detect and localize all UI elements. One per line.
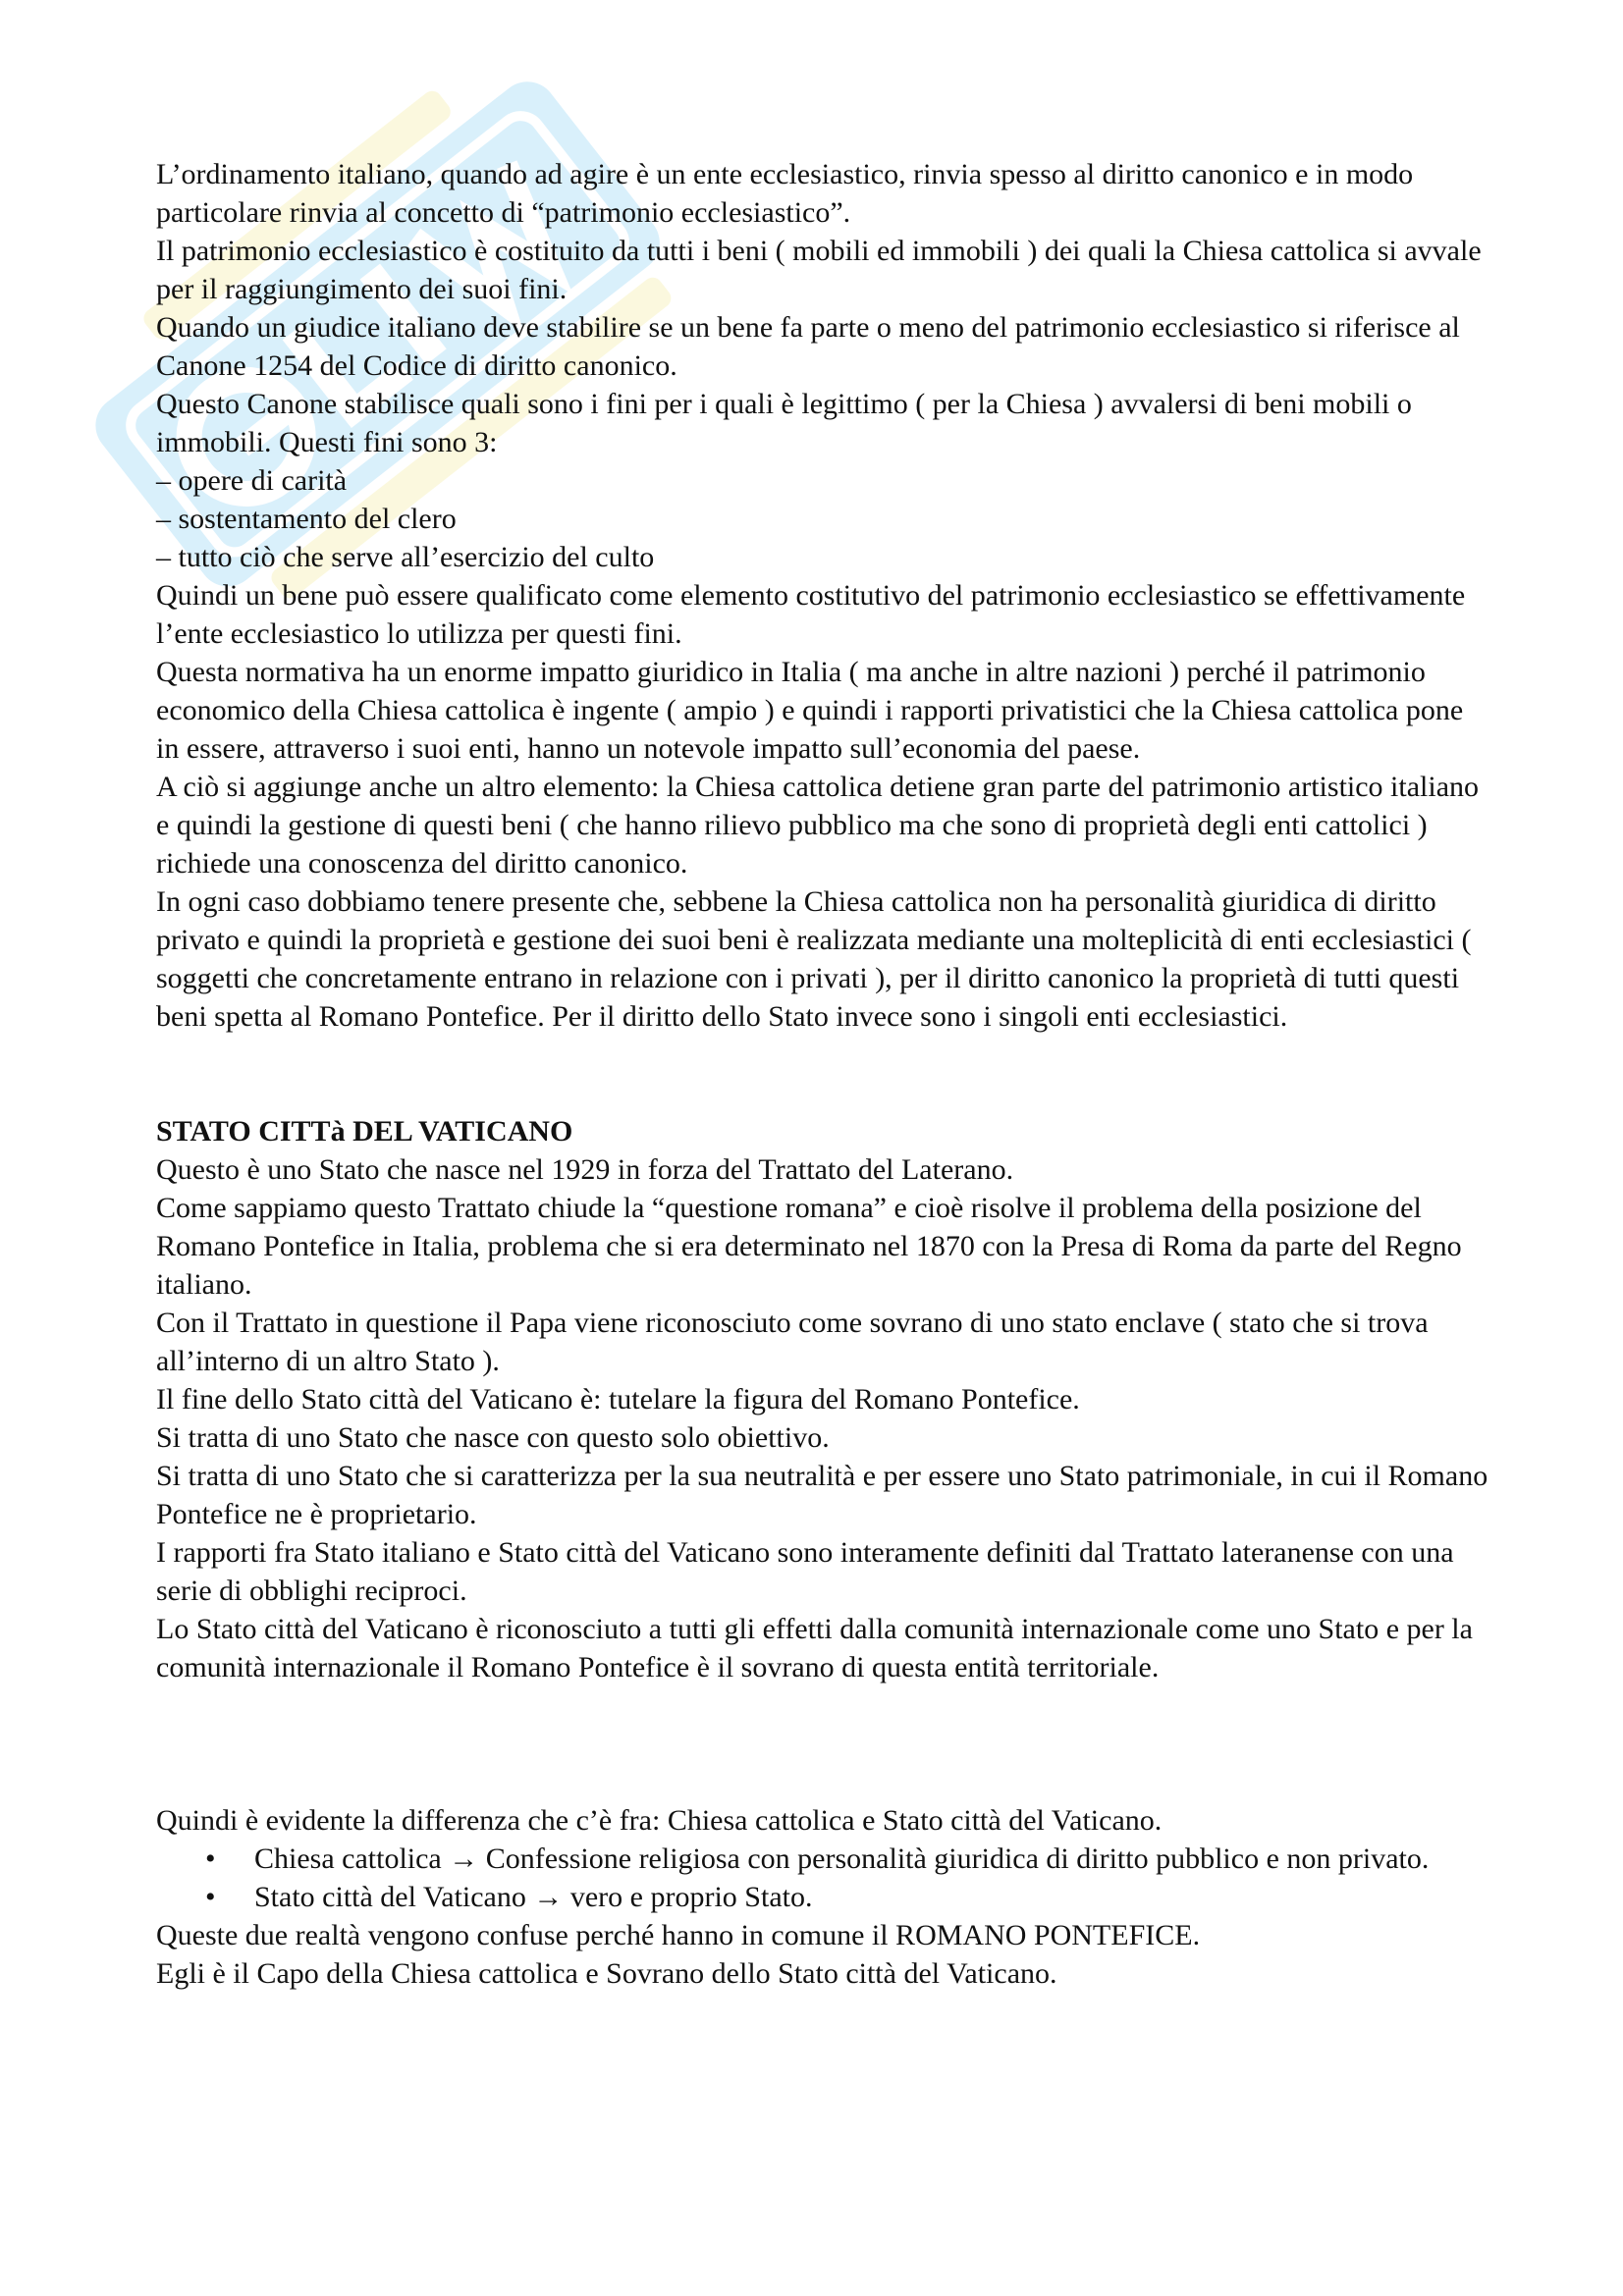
section-heading: STATO CITTà DEL VATICANO (156, 1115, 573, 1148)
paragraph: I rapporti fra Stato italiano e Stato città del Vaticano sono interamente definiti dal Trattato lateranense con una serie di obblighi reciproci. (156, 1536, 1454, 1607)
paragraph: Questa normativa ha un enorme impatto giuridico in Italia ( ma anche in altre nazioni ) perché il patrimonio economico della Chiesa cattolica è ingente ( ampio ) e quindi i rapporti privatistici che la Chiesa cattolica pone in essere, attraverso i suoi enti, hanno un notevole impatto sull’economia del paese. (156, 656, 1464, 765)
paragraph: Il patrimonio ecclesiastico è costituito da tutti i beni ( mobili ed immobili ) dei quali la Chiesa cattolica si avvale per il raggiungimento dei suoi fini. (156, 235, 1482, 305)
paragraph: Come sappiamo questo Trattato chiude la “questione romana” e cioè risolve il problema della posizione del Romano Pontefice in Italia, problema che si era determinato nel 1870 con la Presa di Roma da parte del Regno italiano. (156, 1192, 1462, 1301)
paragraph: Egli è il Capo della Chiesa cattolica e Sovrano dello Stato città del Vaticano. (156, 1957, 1057, 1990)
section-stato-vaticano (156, 1112, 1491, 1686)
paragraph: Il fine dello Stato città del Vaticano è: tutelare la figura del Romano Pontefice. (156, 1383, 1080, 1415)
bullet-text: Stato città del Vaticano → vero e proprio Stato. (254, 1881, 813, 1913)
paragraph: Si tratta di uno Stato che si caratterizza per la sua neutralità e per essere uno Stato patrimoniale, in cui il Romano Pontefice ne è proprietario. (156, 1460, 1488, 1530)
list-item: – tutto ciò che serve all’esercizio del culto (156, 541, 655, 573)
document-page (156, 155, 1491, 1993)
list-item: – opere di carità (156, 464, 348, 497)
paragraph: Con il Trattato in questione il Papa viene riconosciuto come sovrano di uno stato enclave ( stato che si trova all’interno di un altro Stato ). (156, 1307, 1429, 1377)
bullet-item (156, 1840, 1491, 1878)
paragraph: Lo Stato città del Vaticano è riconosciuto a tutti gli effetti dalla comunità internazionale come uno Stato e per la comunità internazionale il Romano Pontefice è il sovrano di questa entità territoriale. (156, 1613, 1473, 1683)
spacer (156, 1036, 1491, 1112)
paragraph: Si tratta di uno Stato che nasce con questo solo obiettivo. (156, 1421, 830, 1454)
section-patrimonio (156, 155, 1491, 1036)
list-item: – sostentamento del clero (156, 503, 457, 535)
bullet-icon: • (205, 1842, 216, 1875)
paragraph: Questo Canone stabilisce quali sono i fini per i quali è legittimo ( per la Chiesa ) avvalersi di beni mobili o immobili. Questi fini sono 3: (156, 388, 1412, 458)
bullet-list (156, 1840, 1491, 1916)
spacer (156, 1686, 1491, 1801)
bullet-text: Chiesa cattolica → Confessione religiosa con personalità giuridica di diritto pubblico e non privato. (254, 1842, 1430, 1875)
paragraph: A ciò si aggiunge anche un altro elemento: la Chiesa cattolica detiene gran parte del patrimonio artistico italiano e quindi la gestione di questi beni ( che hanno rilievo pubblico ma che sono di proprietà degli enti cattolici ) richiede una conoscenza del diritto canonico. (156, 771, 1480, 880)
section-differenza (156, 1801, 1491, 1993)
paragraph: Questo è uno Stato che nasce nel 1929 in forza del Trattato del Laterano. (156, 1153, 1014, 1186)
bullet-item (156, 1878, 1491, 1916)
bullet-icon: • (205, 1881, 216, 1913)
paragraph: Quindi un bene può essere qualificato come elemento costitutivo del patrimonio ecclesiastico se effettivamente l’ente ecclesiastico lo utilizza per questi fini. (156, 579, 1466, 650)
paragraph: Queste due realtà vengono confuse perché hanno in comune il ROMANO PONTEFICE. (156, 1919, 1201, 1951)
paragraph: L’ordinamento italiano, quando ad agire è un ente ecclesiastico, rinvia spesso al diritto canonico e in modo particolare rinvia al concetto di “patrimonio ecclesiastico”. (156, 158, 1414, 229)
paragraph: Quindi è evidente la differenza che c’è fra: Chiesa cattolica e Stato città del Vaticano. (156, 1804, 1163, 1837)
paragraph: Quando un giudice italiano deve stabilire se un bene fa parte o meno del patrimonio ecclesiastico si riferisce al Canone 1254 del Codice di diritto canonico. (156, 311, 1460, 382)
paragraph: In ogni caso dobbiamo tenere presente che, sebbene la Chiesa cattolica non ha personalità giuridica di diritto privato e quindi la proprietà e gestione dei suoi beni è realizzata mediante una molteplicità di enti ecclesiastici ( soggetti che concretamente entrano in relazione con i privati ), per il diritto canonico la proprietà di tutti questi beni spetta al Romano Pontefice. Per il diritto dello Stato invece sono i singoli enti ecclesiastici. (156, 885, 1472, 1033)
